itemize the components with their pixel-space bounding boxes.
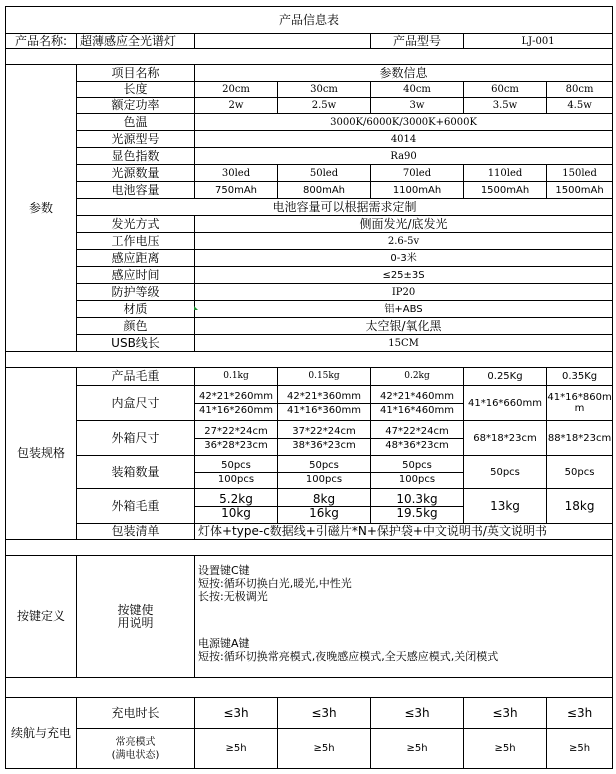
battery-value: 750mAh [195, 182, 278, 199]
spacer-row [6, 352, 613, 368]
carton-qty-value: 50pcs [402, 459, 432, 471]
carton-weight-value: 19.5kg [371, 506, 463, 520]
mode-value: ≥5h [195, 729, 278, 769]
outer-box-cell [278, 421, 371, 456]
carton-qty-value: 50pcs [547, 456, 613, 489]
outer-box-value: 27*22*24cm [204, 425, 268, 437]
inner-box-value: 41*16*660mm [464, 386, 547, 421]
spacer-row [6, 540, 613, 556]
power-value: 2w [195, 98, 278, 114]
row-label-outer-box: 外箱尺寸 [77, 421, 195, 456]
carton-qty-value: 50pcs [309, 459, 339, 471]
material-value: 铝+ABS [195, 301, 613, 318]
section-endurance: 续航与充电 [6, 698, 77, 769]
product-model-value: LJ-001 [464, 34, 613, 49]
outer-box-value: 88*18*23cm [547, 421, 613, 456]
header-item-name: 项目名称 [77, 65, 195, 82]
row-label-led-model: 光源型号 [77, 131, 195, 148]
distance-value: 0-3米 [195, 250, 613, 267]
carton-qty-value: 100pcs [195, 472, 277, 486]
led-count-value: 150led [547, 165, 613, 182]
inner-box-value: 42*21*260mm [198, 390, 274, 402]
carton-weight-cell [371, 489, 464, 524]
row-label-emission: 发光方式 [77, 216, 195, 233]
section-keys: 按键定义 [6, 556, 77, 678]
cri-value: Ra90 [195, 148, 613, 165]
row-label-length: 长度 [77, 82, 195, 98]
ip-value: IP20 [195, 284, 613, 301]
power-value: 4.5w [547, 98, 613, 114]
carton-qty-value: 50pcs [221, 459, 251, 471]
key-a-title: 电源键A键 [198, 637, 250, 650]
mode-value: ≥5h [371, 729, 464, 769]
outer-box-cell [195, 421, 278, 456]
gross-value: 0.25Kg [464, 368, 547, 386]
length-value: 40cm [371, 82, 464, 98]
key-c-title: 设置键C键 [198, 564, 250, 577]
product-name-value: 超薄感应全光谱灯 [77, 34, 195, 49]
emission-value: 侧面发光/底发光 [195, 216, 613, 233]
led-model-value: 4014 [195, 131, 613, 148]
carton-qty-cell [195, 456, 278, 489]
keys-usage-line: 按键使 [117, 602, 154, 617]
inner-box-cell [278, 386, 371, 421]
row-label-inner-box: 内盒尺寸 [77, 386, 195, 421]
inner-box-cell [371, 386, 464, 421]
length-value: 60cm [464, 82, 547, 98]
row-label-charge: 充电时长 [77, 698, 195, 729]
length-value: 30cm [278, 82, 371, 98]
key-a-short: 短按:循环切换常亮模式,夜晚感应模式,全天感应模式,关闭模式 [198, 650, 499, 663]
mode-label [77, 729, 195, 769]
led-count-value: 110led [464, 165, 547, 182]
carton-weight-value: 8kg [312, 491, 336, 506]
gross-value: 0.2kg [371, 368, 464, 386]
row-label-material: 材质 [77, 301, 195, 318]
power-value: 3w [371, 98, 464, 114]
sense-time-value: ≤25±3S [195, 267, 613, 284]
key-c-short: 短按:循环切换白光,暖光,中性光 [198, 577, 352, 590]
led-count-value: 70led [371, 165, 464, 182]
inner-box-value: 41*16*260mm [195, 403, 277, 417]
key-c-long: 长按:无极调光 [198, 590, 268, 603]
length-value: 80cm [547, 82, 613, 98]
carton-qty-cell [278, 456, 371, 489]
charge-value: ≤3h [371, 698, 464, 729]
spacer-row [6, 49, 613, 65]
product-model-label: 产品型号 [371, 34, 464, 49]
usb-value: 15CM [195, 335, 613, 352]
carton-weight-value: 10.3kg [396, 491, 438, 506]
carton-qty-value: 100pcs [278, 472, 370, 486]
length-value: 20cm [195, 82, 278, 98]
outer-box-value: 47*22*24cm [385, 425, 449, 437]
finish-value: 太空银/氧化黑 [195, 318, 613, 335]
carton-weight-value: 18kg [547, 489, 613, 524]
section-params: 参数 [6, 65, 77, 352]
carton-weight-value: 5.2kg [219, 491, 253, 506]
row-label-distance: 感应距离 [77, 250, 195, 267]
outer-box-value: 36*28*23cm [195, 438, 277, 452]
mode-value: ≥5h [464, 729, 547, 769]
row-label-sense-time: 感应时间 [77, 267, 195, 284]
outer-box-value: 38*36*23cm [278, 438, 370, 452]
row-label-usb: USB线长 [77, 335, 195, 352]
row-label-power: 额定功率 [77, 98, 195, 114]
product-info-table [5, 6, 613, 769]
charge-value: ≤3h [278, 698, 371, 729]
battery-note: 电池容量可以根据需求定制 [77, 199, 613, 216]
inner-box-value: 41*16*460mm [371, 403, 463, 417]
row-label-packing-list: 包装清单 [77, 524, 195, 540]
carton-qty-value: 100pcs [371, 472, 463, 486]
gross-value: 0.15kg [278, 368, 371, 386]
battery-value: 1500mAh [464, 182, 547, 199]
charge-value: ≤3h [195, 698, 278, 729]
row-label-carton-qty: 装箱数量 [77, 456, 195, 489]
carton-weight-cell [195, 489, 278, 524]
carton-qty-value: 50pcs [464, 456, 547, 489]
color-temp-value: 3000K/6000K/3000K+6000K [195, 114, 613, 131]
mode-label-line: 常亮模式 [115, 736, 156, 748]
row-label-led-count: 光源数量 [77, 165, 195, 182]
section-packing: 包装规格 [6, 368, 77, 540]
outer-box-value: 37*22*24cm [292, 425, 356, 437]
inner-box-value: 41*16*860mm [547, 386, 613, 421]
row-label-ip: 防护等级 [77, 284, 195, 301]
battery-value: 800mAh [278, 182, 371, 199]
keys-description [195, 556, 613, 678]
row-label-battery: 电池容量 [77, 182, 195, 199]
carton-weight-value: 13kg [464, 489, 547, 524]
cell-comment-marker [194, 306, 198, 310]
battery-value: 1100mAh [371, 182, 464, 199]
charge-value: ≤3h [547, 698, 613, 729]
inner-box-value: 42*21*460mm [379, 390, 455, 402]
row-label-finish: 颜色 [77, 318, 195, 335]
led-count-value: 50led [278, 165, 371, 182]
header-param-info: 参数信息 [195, 65, 613, 82]
inner-box-value: 41*16*360mm [278, 403, 370, 417]
mode-value: ≥5h [278, 729, 371, 769]
row-label-color-temp: 色温 [77, 114, 195, 131]
inner-box-value: 42*21*360mm [286, 390, 362, 402]
spacer-row [6, 678, 613, 698]
inner-box-cell [195, 386, 278, 421]
mode-label-line: (满电状态) [111, 749, 160, 761]
carton-qty-cell [371, 456, 464, 489]
charge-value: ≤3h [464, 698, 547, 729]
keys-usage-label [77, 556, 195, 678]
carton-weight-value: 10kg [195, 506, 277, 520]
carton-weight-cell [278, 489, 371, 524]
table-title: 产品信息表 [6, 7, 613, 34]
keys-usage-line: 用说明 [117, 615, 154, 630]
product-name-label: 产品名称: [6, 34, 77, 49]
outer-box-value: 68*18*23cm [464, 421, 547, 456]
outer-box-value: 48*36*23cm [371, 438, 463, 452]
gross-value: 0.1kg [195, 368, 278, 386]
led-count-value: 30led [195, 165, 278, 182]
blank-cell [195, 34, 371, 49]
gap [198, 603, 609, 637]
row-label-voltage: 工作电压 [77, 233, 195, 250]
carton-weight-value: 16kg [278, 506, 370, 520]
power-value: 2.5w [278, 98, 371, 114]
outer-box-cell [371, 421, 464, 456]
row-label-gross: 产品毛重 [77, 368, 195, 386]
voltage-value: 2.6-5v [195, 233, 613, 250]
row-label-carton-weight: 外箱毛重 [77, 489, 195, 524]
power-value: 3.5w [464, 98, 547, 114]
packing-list-value: 灯体+type-c数据线+引磁片*N+保护袋+中文说明书/英文说明书 [195, 524, 613, 540]
battery-value: 1500mAh [547, 182, 613, 199]
row-label-cri: 显色指数 [77, 148, 195, 165]
mode-value: ≥5h [547, 729, 613, 769]
gross-value: 0.35Kg [547, 368, 613, 386]
